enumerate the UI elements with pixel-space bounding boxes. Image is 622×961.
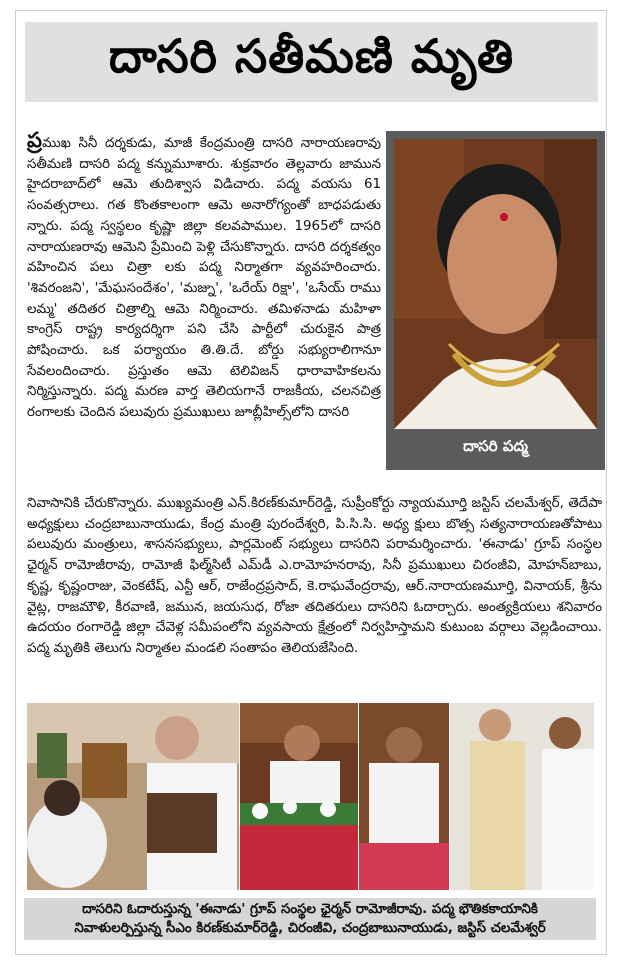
caption-line-1: దాసరిని ఓదారుస్తున్న 'ఈనాడు' గ్రూప్ సంస్థల ఛైర్మన్ రామోజీరావు. పద్మ భౌతికకాయానికి xyxy=(82,902,538,917)
headline-banner xyxy=(25,22,598,102)
caption-line-2: నివాళులర్పిస్తున్న సీఎం కిరణ్‌కుమార్‌రెడ్డి, చిరంజీవి, చంద్రబాబునాయుడు, జస్టిస్ చలమేశ్వర్ xyxy=(74,921,546,936)
photo-strip-caption xyxy=(24,898,596,940)
photo-condolence-ramoji xyxy=(27,703,239,890)
photo-tribute-chandrababu-justice xyxy=(450,703,594,890)
article-column-text: ముఖ సినీ దర్శకుడు, మాజీ కేంద్రమంత్రి దాసరి నారాయణరావు సతీమణి దాసరి పద్మ కన్నుమూశారు. శుక్రవారం తెల్లవారు జామున హైదరాబాద్‌లో ఆమె తుదిశ్వాస విడిచారు. పద్మ వయసు 61 సంవత్సరాలు. గత కొంతకాలంగా ఆమె అనారోగ్యంతో బాధపడుతు న్నారు. పద్మ స్వస్థలం కృష్ణా జిల్లా కలవపాముల. 1965లో దాసరి నారాయణరావు ఆమెని ప్రేమించి పెళ్లి చేసుకొన్నారు. దాసరి దర్శకత్వం వహించిన పలు చిత్రా లకు పద్మ నిర్మాతగా వ్యవహరించారు. 'శివరంజని', 'మేఘసందేశం', 'మజ్ను', 'ఒరేయ్ రిక్షా', 'ఒసేయ్ రాము లమ్మ' తదితర చిత్రాల్ని ఆమె నిర్మించారు. తమిళనాడు మహిళా కాంగ్రెస్ రాష్ట్ర కార్యదర్శిగా పని చేసి పార్టీలో చురుకైన పాత్ర పోషించారు. ఒక పర్యాయం తి.తి.దే. బోర్డు సభ్యురాలిగానూ సేవలందించారు. ప్రస్తుతం ఆమె టెలివిజన్ ధారావాహికలను నిర్మిస్తున్నారు. పద్మ మరణ వార్త తెలియగానే రాజకీయ, చలనచిత్ర రంగాలకు చెందిన పలువురు ప్రముఖులు జూబ్లీహిల్స్‌లోని దాసరి xyxy=(27,136,381,421)
headline: దాసరి సతీమణి మృతి xyxy=(108,29,515,83)
article-full-width xyxy=(27,494,602,660)
article-column xyxy=(27,130,381,424)
article-full-text: నివాసానికి చేరుకొన్నారు. ముఖ్యమంత్రి ఎన్.కిరణ్‌కుమార్‌రెడ్డి, సుప్రీంకోర్టు న్యాయమూర్తి జస్టిస్ చలమేశ్వర్, తెదేపా అధ్యక్షులు చంద్రబాబునాయుడు, కేంద్ర మంత్రి పురందేశ్వరి, పి.సి.సి. అధ్య క్షులు బొత్స సత్యనారాయణతోపాటు పలువురు మంత్రులు, శాసనసభ్యులు, పార్లమెంట్ సభ్యులు దాసరిని పరామర్శించారు. 'ఈనాడు' గ్రూప్ సంస్థల ఛైర్మన్ రామోజీరావు, రామోజీ ఫిల్మ్‌సిటీ ఎమ్‌డీ ఎ.రామోహనరావు, సినీ ప్రముఖులు చిరంజీవి, మోహన్‌బాబు, కృష్ణ, కృష్ణంరాజు, వెంకటేష్, ఎన్టీ ఆర్, రాజేంద్రప్రసాద్, కె.రాఘవేంద్రరావు, ఆర్.నారాయణమూర్తి, వినాయక్, శ్రీను వైట్ల, రాజమౌళి, కీరవాణి, జమున, జయసుధ, రోజా తదితరులు దాసరిని ఓదార్చారు. అంత్యక్రియలు శనివారం ఉదయం రంగారెడ్డి జిల్లా చేవెళ్ల సమీపంలోని వ్యవసాయ క్షేత్రంలో నిర్వహిస్తామని కుటుంబ వర్గాలు వెల్లడించాయి. పద్మ మృతికి తెలుగు నిర్మాతల మండలి సంతాపం తెలియజేసింది. xyxy=(27,496,602,656)
photo-tribute-chiranjeevi xyxy=(359,703,449,890)
photo-tribute-cm xyxy=(240,703,358,890)
portrait-caption: దాసరి పద్మ xyxy=(463,437,528,455)
photo-strip xyxy=(27,703,594,890)
portrait-photo-frame xyxy=(386,131,605,470)
portrait-image xyxy=(394,139,597,429)
drop-cap: ప్ర xyxy=(27,128,42,152)
portrait-photo xyxy=(394,139,597,429)
